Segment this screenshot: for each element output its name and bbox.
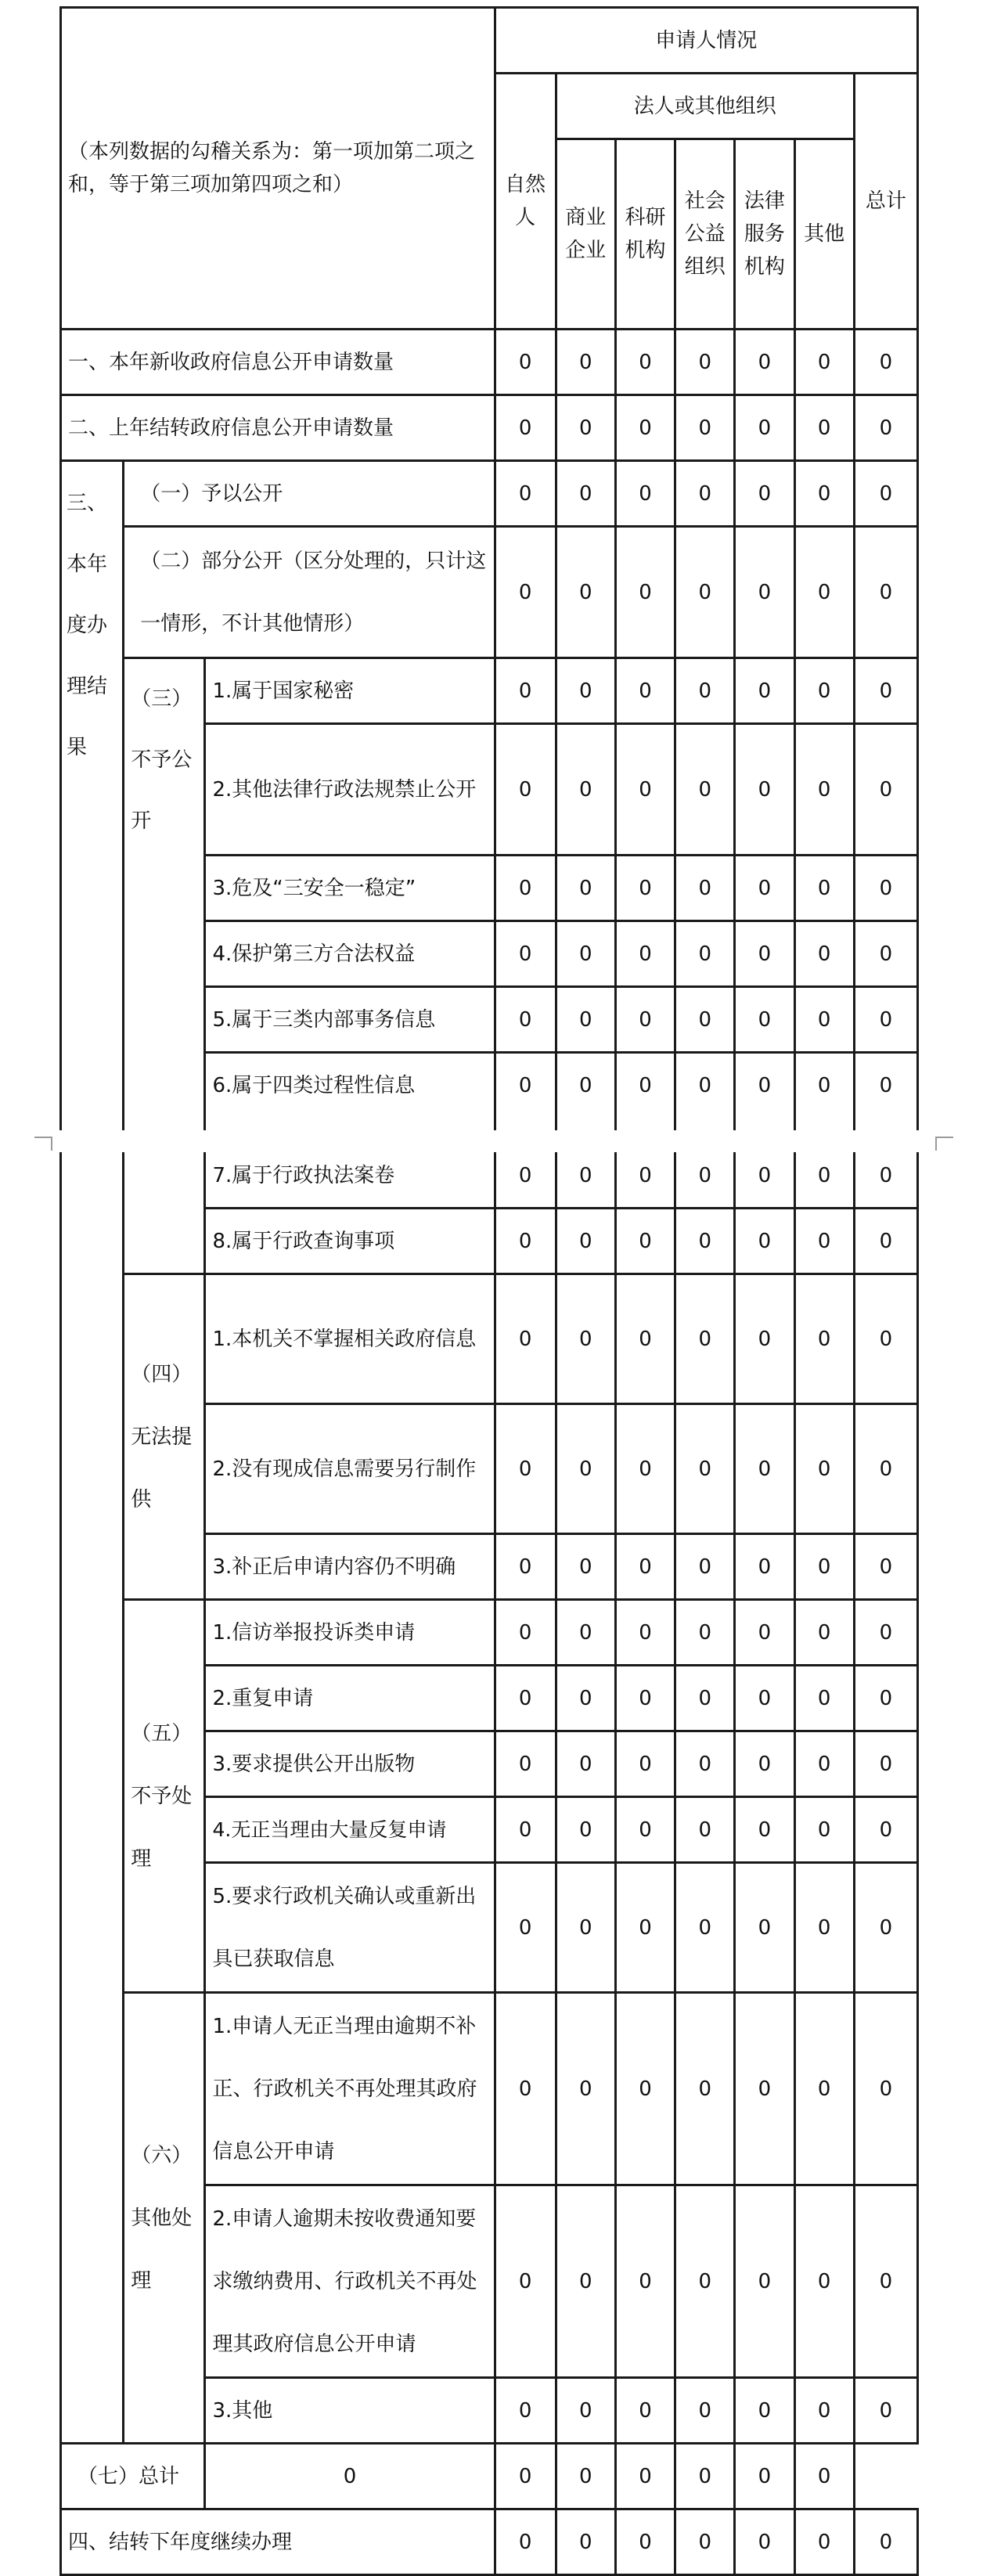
value-cell: 0 (794, 1143, 854, 1209)
row-label: 2.没有现成信息需要另行制作 (205, 1404, 495, 1534)
value-cell: 0 (735, 987, 794, 1053)
value-cell: 0 (854, 461, 917, 527)
row-label: 4.保护第三方合法权益 (205, 921, 495, 987)
value-cell: 0 (556, 856, 615, 921)
page-break-gap (0, 1130, 983, 1152)
value-cell: 0 (794, 2509, 854, 2575)
value-cell: 0 (615, 1993, 675, 2185)
value-cell: 0 (854, 1863, 917, 1993)
value-cell: 0 (854, 1534, 917, 1600)
value-cell: 0 (495, 724, 556, 856)
value-cell: 0 (854, 1993, 917, 2185)
value-cell: 0 (615, 921, 675, 987)
value-cell: 0 (675, 2185, 735, 2378)
value-cell: 0 (854, 2509, 917, 2575)
value-cell: 0 (675, 1993, 735, 2185)
value-cell: 0 (794, 1797, 854, 1863)
value-cell: 0 (675, 1404, 735, 1534)
value-cell: 0 (675, 1053, 735, 1143)
value-cell: 0 (495, 921, 556, 987)
value-cell: 0 (735, 1666, 794, 1731)
row-label: 6.属于四类过程性信息 (205, 1053, 495, 1143)
value-cell: 0 (794, 395, 854, 461)
value-cell: 0 (854, 1797, 917, 1863)
value-cell: 0 (794, 1731, 854, 1797)
value-cell: 0 (794, 1863, 854, 1993)
value-cell: 0 (495, 1404, 556, 1534)
value-cell: 0 (675, 987, 735, 1053)
value-cell: 0 (854, 330, 917, 395)
value-cell: 0 (675, 395, 735, 461)
value-cell: 0 (675, 1534, 735, 1600)
value-cell: 0 (735, 395, 794, 461)
value-cell: 0 (854, 921, 917, 987)
value-cell: 0 (615, 1404, 675, 1534)
value-cell: 0 (675, 1863, 735, 1993)
value-cell: 0 (735, 2509, 794, 2575)
row-label: 2.其他法律行政法规禁止公开 (205, 724, 495, 856)
value-cell: 0 (675, 1600, 735, 1666)
value-cell: 0 (495, 527, 556, 658)
value-cell: 0 (615, 1666, 675, 1731)
table-row (61, 1993, 918, 2185)
value-cell: 0 (735, 1600, 794, 1666)
value-cell: 0 (556, 1797, 615, 1863)
value-cell: 0 (735, 1797, 794, 1863)
value-cell: 0 (495, 1666, 556, 1731)
value-cell: 0 (615, 2444, 675, 2509)
value-cell: 0 (495, 1993, 556, 2185)
value-cell: 0 (735, 1143, 794, 1209)
row-label: 7.属于行政执法案卷 (205, 1143, 495, 1209)
category-five-label: （五）不予处理 (124, 1600, 205, 1993)
value-cell: 0 (615, 1600, 675, 1666)
value-cell: 0 (854, 987, 917, 1053)
value-cell: 0 (615, 2509, 675, 2575)
value-cell: 0 (495, 1053, 556, 1143)
value-cell: 0 (854, 527, 917, 658)
value-cell: 0 (735, 2378, 794, 2444)
value-cell: 0 (615, 724, 675, 856)
header-other: 其他 (794, 139, 854, 330)
value-cell: 0 (556, 1863, 615, 1993)
value-cell: 0 (675, 856, 735, 921)
header-social: 社会公益组织 (675, 139, 735, 330)
row-label: 5.属于三类内部事务信息 (205, 987, 495, 1053)
row-label: （七）总计 (61, 2444, 205, 2509)
value-cell: 0 (556, 2378, 615, 2444)
value-cell: 0 (675, 1143, 735, 1209)
value-cell: 0 (556, 461, 615, 527)
value-cell: 0 (615, 330, 675, 395)
value-cell: 0 (735, 330, 794, 395)
row-label: （二）部分公开（区分处理的，只计这一情形，不计其他情形） (124, 527, 495, 658)
value-cell: 0 (556, 1274, 615, 1404)
value-cell: 0 (556, 1534, 615, 1600)
row-label: 3.要求提供公开出版物 (205, 1731, 495, 1797)
value-cell: 0 (556, 1731, 615, 1797)
corner-mark-left (34, 1137, 63, 1152)
value-cell: 0 (675, 1274, 735, 1404)
value-cell: 0 (735, 1209, 794, 1274)
value-cell: 0 (615, 461, 675, 527)
row-label: 4.无正当理由大量反复申请 (205, 1797, 495, 1863)
value-cell: 0 (794, 921, 854, 987)
value-cell: 0 (556, 1666, 615, 1731)
value-cell: 0 (794, 527, 854, 658)
value-cell: 0 (556, 987, 615, 1053)
value-cell: 0 (794, 658, 854, 724)
value-cell: 0 (495, 2378, 556, 2444)
value-cell: 0 (675, 1209, 735, 1274)
table-row (61, 2509, 918, 2575)
value-cell: 0 (854, 1143, 917, 1209)
value-cell: 0 (615, 395, 675, 461)
value-cell: 0 (556, 2509, 615, 2575)
value-cell: 0 (556, 527, 615, 658)
value-cell: 0 (794, 2444, 854, 2509)
value-cell: 0 (854, 658, 917, 724)
row-label: 1.申请人无正当理由逾期不补正、行政机关不再处理其政府信息公开申请 (205, 1993, 495, 2185)
value-cell: 0 (495, 461, 556, 527)
value-cell: 0 (556, 330, 615, 395)
value-cell: 0 (495, 1534, 556, 1600)
value-cell: 0 (615, 1863, 675, 1993)
value-cell: 0 (794, 987, 854, 1053)
value-cell: 0 (675, 2444, 735, 2509)
value-cell: 0 (794, 1053, 854, 1143)
value-cell: 0 (615, 987, 675, 1053)
header-legal-group: 法人或其他组织 (556, 74, 854, 139)
value-cell: 0 (854, 2185, 917, 2378)
header-total: 总计 (854, 74, 917, 330)
value-cell: 0 (495, 2509, 556, 2575)
row-label: 3.其他 (205, 2378, 495, 2444)
row-label: 一、本年新收政府信息公开申请数量 (61, 330, 495, 395)
value-cell: 0 (556, 1993, 615, 2185)
value-cell: 0 (735, 658, 794, 724)
row-label: 二、上年结转政府信息公开申请数量 (61, 395, 495, 461)
value-cell: 0 (615, 2185, 675, 2378)
value-cell: 0 (615, 1731, 675, 1797)
value-cell: 0 (794, 1534, 854, 1600)
value-cell: 0 (735, 1274, 794, 1404)
table-row (61, 527, 918, 658)
corner-mark-right (925, 1137, 953, 1152)
table-row (61, 1274, 918, 1404)
value-cell: 0 (794, 724, 854, 856)
value-cell: 0 (675, 461, 735, 527)
value-cell: 0 (794, 1600, 854, 1666)
table-row (61, 330, 918, 395)
value-cell: 0 (735, 527, 794, 658)
value-cell: 0 (854, 1404, 917, 1534)
value-cell: 0 (794, 1404, 854, 1534)
table-row (61, 395, 918, 461)
value-cell: 0 (495, 1274, 556, 1404)
value-cell: 0 (854, 1274, 917, 1404)
value-cell: 0 (735, 856, 794, 921)
value-cell: 0 (556, 1143, 615, 1209)
value-cell: 0 (205, 2444, 495, 2509)
table-row (61, 461, 918, 527)
header-research: 科研机构 (615, 139, 675, 330)
row-label: 1.属于国家秘密 (205, 658, 495, 724)
value-cell: 0 (495, 2185, 556, 2378)
value-cell: 0 (735, 2444, 794, 2509)
table-row (61, 2444, 918, 2509)
value-cell: 0 (735, 1863, 794, 1993)
value-cell: 0 (675, 1797, 735, 1863)
category-six-label: （六）其他处理 (124, 1993, 205, 2444)
value-cell: 0 (495, 395, 556, 461)
value-cell: 0 (854, 395, 917, 461)
value-cell: 0 (854, 1666, 917, 1731)
value-cell: 0 (615, 1797, 675, 1863)
value-cell: 0 (735, 1993, 794, 2185)
statistics-table (59, 6, 919, 2576)
value-cell: 0 (854, 1209, 917, 1274)
value-cell: 0 (495, 1731, 556, 1797)
row-label: 四、结转下年度继续办理 (61, 2509, 495, 2575)
value-cell: 0 (556, 1209, 615, 1274)
value-cell: 0 (615, 2378, 675, 2444)
value-cell: 0 (735, 1053, 794, 1143)
value-cell: 0 (615, 1534, 675, 1600)
value-cell: 0 (615, 1053, 675, 1143)
value-cell: 0 (854, 1053, 917, 1143)
value-cell: 0 (556, 2444, 615, 2509)
value-cell: 0 (794, 856, 854, 921)
value-cell: 0 (675, 2509, 735, 2575)
value-cell: 0 (556, 1053, 615, 1143)
value-cell: 0 (615, 527, 675, 658)
category-four-label: （四）无法提供 (124, 1274, 205, 1600)
section-three-label: 三、本年度办理结果 (61, 461, 124, 2444)
value-cell: 0 (495, 1209, 556, 1274)
value-cell: 0 (556, 1404, 615, 1534)
value-cell: 0 (675, 724, 735, 856)
value-cell: 0 (794, 2378, 854, 2444)
value-cell: 0 (675, 330, 735, 395)
header-note: （本列数据的勾稽关系为：第一项加第二项之和，等于第三项加第四项之和） (61, 8, 495, 330)
value-cell: 0 (675, 1731, 735, 1797)
value-cell: 0 (735, 724, 794, 856)
row-label: 3.危及“三安全一稳定” (205, 856, 495, 921)
row-label: 1.本机关不掌握相关政府信息 (205, 1274, 495, 1404)
value-cell: 0 (675, 921, 735, 987)
value-cell: 0 (854, 724, 917, 856)
value-cell: 0 (495, 330, 556, 395)
row-label: 3.补正后申请内容仍不明确 (205, 1534, 495, 1600)
value-cell: 0 (794, 2185, 854, 2378)
value-cell: 0 (495, 1143, 556, 1209)
value-cell: 0 (495, 987, 556, 1053)
row-label: 2.重复申请 (205, 1666, 495, 1731)
row-label: 5.要求行政机关确认或重新出具已获取信息 (205, 1863, 495, 1993)
table-row (61, 658, 918, 724)
header-natural: 自然人 (495, 74, 556, 330)
value-cell: 0 (495, 856, 556, 921)
value-cell: 0 (675, 2378, 735, 2444)
value-cell: 0 (495, 658, 556, 724)
value-cell: 0 (735, 461, 794, 527)
header-business: 商业企业 (556, 139, 615, 330)
row-label: 1.信访举报投诉类申请 (205, 1600, 495, 1666)
value-cell: 0 (615, 1274, 675, 1404)
value-cell: 0 (495, 1797, 556, 1863)
value-cell: 0 (556, 724, 615, 856)
row-label: 8.属于行政查询事项 (205, 1209, 495, 1274)
value-cell: 0 (615, 1209, 675, 1274)
row-label: 2.申请人逾期未按收费通知要求缴纳费用、行政机关不再处理其政府信息公开申请 (205, 2185, 495, 2378)
value-cell: 0 (615, 1143, 675, 1209)
value-cell: 0 (794, 461, 854, 527)
value-cell: 0 (735, 1731, 794, 1797)
value-cell: 0 (675, 1666, 735, 1731)
value-cell: 0 (794, 1209, 854, 1274)
value-cell: 0 (794, 330, 854, 395)
table-row (61, 1600, 918, 1666)
value-cell: 0 (495, 2444, 556, 2509)
value-cell: 0 (556, 921, 615, 987)
value-cell: 0 (735, 2185, 794, 2378)
value-cell: 0 (556, 2185, 615, 2378)
value-cell: 0 (495, 1863, 556, 1993)
value-cell: 0 (675, 527, 735, 658)
value-cell: 0 (556, 1600, 615, 1666)
category-three-label: （三）不予公开 (124, 658, 205, 1274)
header-applicant: 申请人情况 (495, 8, 918, 74)
value-cell: 0 (735, 1534, 794, 1600)
value-cell: 0 (615, 856, 675, 921)
value-cell: 0 (854, 1600, 917, 1666)
value-cell: 0 (854, 2378, 917, 2444)
value-cell: 0 (794, 1274, 854, 1404)
value-cell: 0 (556, 658, 615, 724)
value-cell: 0 (495, 1600, 556, 1666)
value-cell: 0 (794, 1993, 854, 2185)
value-cell: 0 (556, 395, 615, 461)
value-cell: 0 (735, 921, 794, 987)
value-cell: 0 (794, 1666, 854, 1731)
value-cell: 0 (854, 856, 917, 921)
header-legal-service: 法律服务机构 (735, 139, 794, 330)
value-cell: 0 (735, 1404, 794, 1534)
row-label: （一）予以公开 (124, 461, 495, 527)
value-cell: 0 (675, 658, 735, 724)
value-cell: 0 (615, 658, 675, 724)
value-cell: 0 (854, 1731, 917, 1797)
